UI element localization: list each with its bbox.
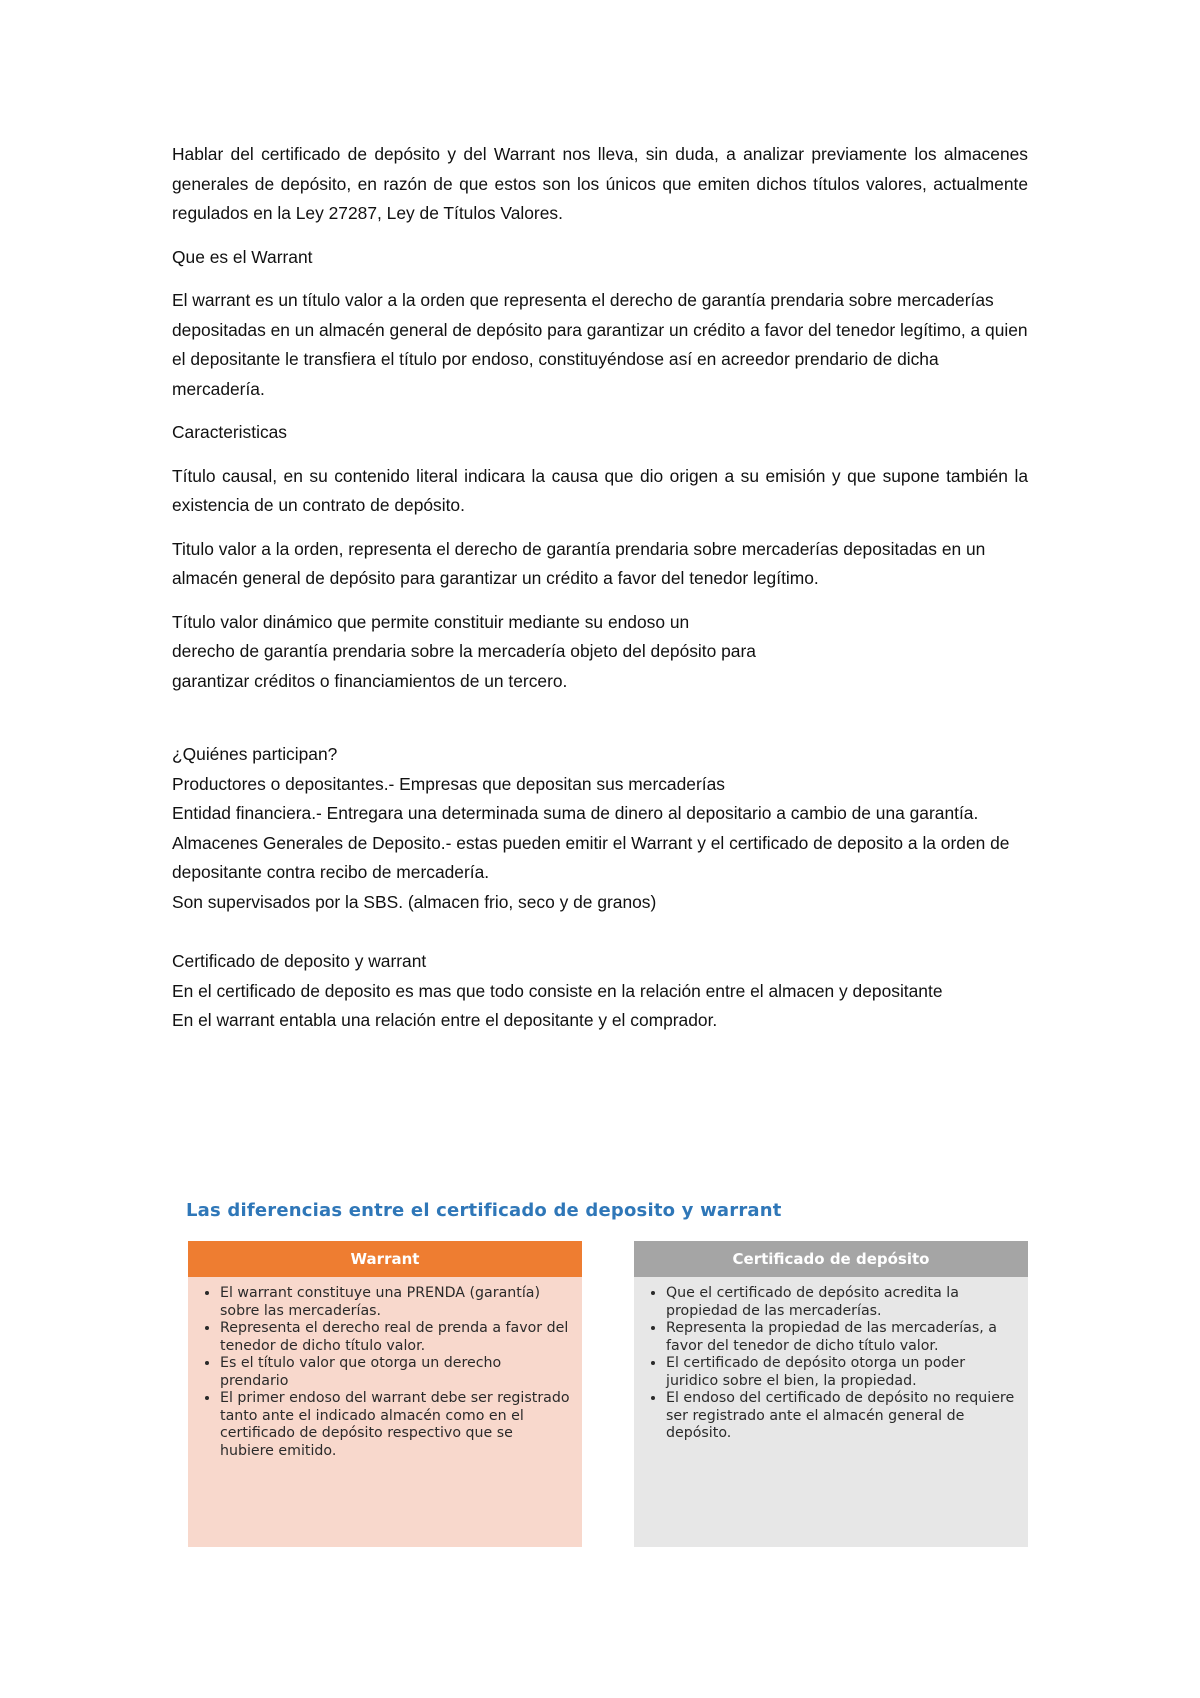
list-item: • El certificado de depósito otorga un poder juridico sobre el bien, la propiedad. xyxy=(666,1355,1016,1390)
caracteristica-3-line-3: garantizar créditos o financiamientos de un tercero. xyxy=(172,670,568,691)
warrant-column xyxy=(188,1241,582,1547)
warrant-column-body xyxy=(188,1277,582,1547)
supervision-sbs: Son supervisados por la SBS. (almacen frio, seco y de granos) xyxy=(172,891,657,912)
heading-certificado-warrant: Certificado de deposito y warrant xyxy=(172,951,427,971)
certificado-column-header: Certificado de depósito xyxy=(634,1241,1028,1277)
warrant-relacion: En el warrant entabla una relación entre el depositante y el comprador. xyxy=(172,1010,718,1030)
caracteristica-3-line-1: Título valor dinámico que permite constituir mediante su endoso un xyxy=(172,611,690,632)
list-item: • El endoso del certificado de depósito no requiere ser registrado ante el almacén general de depósito. xyxy=(666,1390,1016,1443)
heading-quienes-participan: ¿Quiénes participan? xyxy=(172,744,338,764)
participante-entidad-financiera: Entidad financiera.- Entregara una determinada suma de dinero al depositario a cambio de una garantía. xyxy=(172,803,979,823)
certificado-relacion: En el certificado de deposito es mas que todo consiste en la relación entre el almacen y depositante xyxy=(172,980,943,1001)
certificado-column xyxy=(634,1241,1028,1547)
comparison-columns xyxy=(172,1241,1032,1561)
list-item: • Representa la propiedad de las mercaderías, a favor del tenedor de dicho título valor. xyxy=(666,1320,1016,1355)
certificado-list xyxy=(648,1285,1016,1443)
heading-caracteristicas: Caracteristicas xyxy=(172,422,288,442)
participante-productores: Productores o depositantes.- Empresas que depositan sus mercaderías xyxy=(172,773,725,794)
warrant-list xyxy=(202,1285,570,1460)
caracteristica-1: Título causal, en su contenido literal indicara la causa que dio origen a su emisión y que supone también la existencia de un contrato de depósito. xyxy=(172,465,1028,515)
comparison-figure xyxy=(172,1200,1032,1561)
figure-title: Las diferencias entre el certificado de deposito y warrant xyxy=(186,1200,782,1221)
list-item: • El primer endoso del warrant debe ser registrado tanto ante el indicado almacén como en el certificado de depósito respectivo que se hubiere emitido. xyxy=(220,1390,570,1460)
list-item: • Que el certificado de depósito acredita la propiedad de las mercaderías. xyxy=(666,1285,1016,1320)
warrant-definition-paragraph: El warrant es un título valor a la orden que representa el derecho de garantía prendaria sobre mercaderías depositadas en un almacén general de depósito para garantizar un crédito a favor del tenedor legítimo, a quien el depositante le transfiera el título por endoso, constituyéndose así en acreedor prendario de dicha mercadería. xyxy=(172,290,1028,399)
warrant-column-header: Warrant xyxy=(188,1241,582,1277)
intro-paragraph: Hablar del certificado de depósito y del Warrant nos lleva, sin duda, a analizar previamente los almacenes generales de depósito, en razón de que estos son los únicos que emiten dichos títulos valores, actualmente regulados en la Ley 27287, Ley de Títulos Valores. xyxy=(172,144,1028,223)
certificado-column-body xyxy=(634,1277,1028,1547)
heading-que-es-warrant: Que es el Warrant xyxy=(172,246,313,267)
caracteristica-2: Titulo valor a la orden, representa el derecho de garantía prendaria sobre mercaderías depositadas en un almacén general de depósito para garantizar un crédito a favor del tenedor legítimo. xyxy=(172,538,986,588)
caracteristica-3-line-2: derecho de garantía prendaria sobre la mercadería objeto del depósito para xyxy=(172,641,756,661)
document-body xyxy=(172,140,1028,1036)
list-item: • Es el título valor que otorga un derecho prendario xyxy=(220,1355,570,1390)
list-item: • El warrant constituye una PRENDA (garantía) sobre las mercaderías. xyxy=(220,1285,570,1320)
list-item: • Representa el derecho real de prenda a favor del tenedor de dicho título valor. xyxy=(220,1320,570,1355)
participante-almacenes: Almacenes Generales de Deposito.- estas pueden emitir el Warrant y el certificado de deposito a la orden de depositante contra recibo de mercadería. xyxy=(172,832,1010,882)
